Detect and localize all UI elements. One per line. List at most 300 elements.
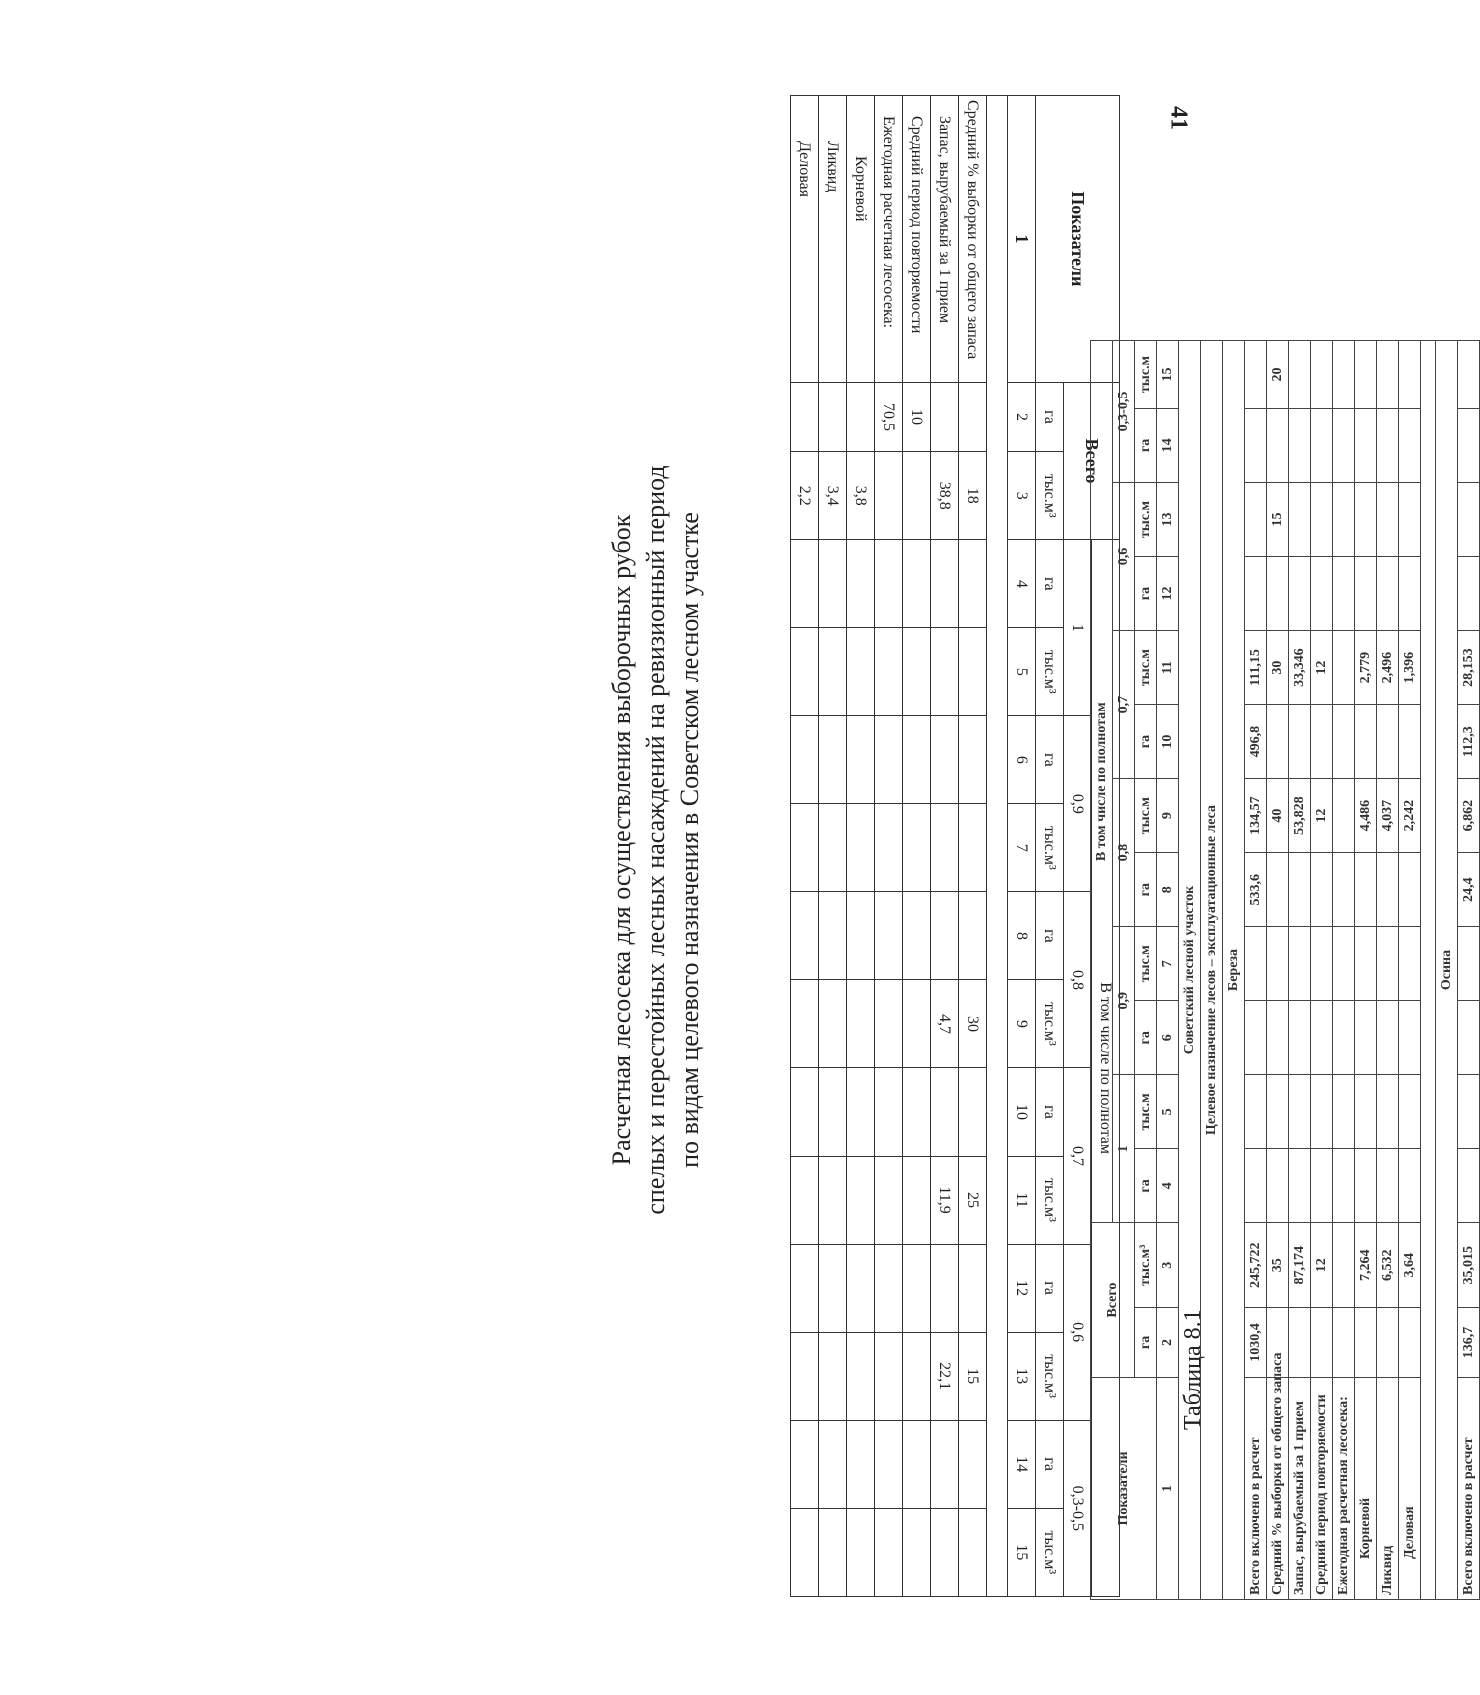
t1-row xyxy=(819,96,847,1597)
t1-cell xyxy=(791,1508,819,1596)
t2-cell: 2,779 xyxy=(1355,631,1377,705)
t2-cell: 7,264 xyxy=(1355,1223,1377,1308)
t2-unit-ha: га xyxy=(1135,1308,1157,1378)
t2-row xyxy=(1377,341,1399,1600)
t2-row-label: Ликвид xyxy=(1377,1377,1399,1599)
t2-unit-ha: га xyxy=(1135,1001,1157,1075)
t2-row-label: Корневой xyxy=(1355,1377,1377,1599)
t2-cell: 6,532 xyxy=(1377,1223,1399,1308)
t1-cell xyxy=(791,1068,819,1156)
t2-cell xyxy=(1377,1308,1399,1378)
t1-unit-ha: га xyxy=(1036,1420,1064,1508)
t1-unit-vol: тыс.м³ xyxy=(1036,628,1064,716)
t1-cell: 3,8 xyxy=(847,452,875,540)
t1-unit-vol: тыс.м³ xyxy=(1036,1156,1064,1244)
t1-cell xyxy=(847,804,875,892)
t2-col-number: 7 xyxy=(1157,927,1179,1001)
t2-row-label: Запас, вырубаемый за 1 прием xyxy=(1289,1377,1311,1599)
t1-col-number: 9 xyxy=(1008,980,1036,1068)
t2-col-number: 13 xyxy=(1157,482,1179,556)
t1-unit-ha: га xyxy=(1036,892,1064,980)
t1-cell: 18 xyxy=(959,452,987,540)
t1-cell xyxy=(959,1420,987,1508)
t1-cell: 15 xyxy=(959,1332,987,1420)
t2-cell xyxy=(1377,853,1399,927)
t2-row-label: Деловая xyxy=(1399,1377,1421,1599)
t1-row xyxy=(875,96,903,1597)
t2-cell xyxy=(1458,408,1480,482)
t2-unit-vol: тыс.м xyxy=(1135,631,1157,705)
t1-unit-vol: тыс.м³ xyxy=(1036,980,1064,1068)
t2-cell xyxy=(1289,705,1311,779)
t2-cell: 4,037 xyxy=(1377,779,1399,853)
t1-cell xyxy=(931,628,959,716)
t2-unit-ha: га xyxy=(1135,556,1157,630)
t1-cell xyxy=(903,804,931,892)
t1-cell: 11,9 xyxy=(931,1156,959,1244)
t1-col-number: 6 xyxy=(1008,716,1036,804)
t2-cell: 33,346 xyxy=(1289,631,1311,705)
t1-cell xyxy=(847,382,875,452)
t2-unit-ha: га xyxy=(1135,1149,1157,1223)
t1-cell: 10 xyxy=(903,382,931,452)
t2-cell: 134,57 xyxy=(1245,779,1267,853)
t1-cell xyxy=(875,1508,903,1596)
t1-by-density-header: В том числе по полнотам xyxy=(1092,540,1120,1597)
t2-col-number: 11 xyxy=(1157,631,1179,705)
t1-cell xyxy=(903,980,931,1068)
t2-cell xyxy=(1333,1075,1355,1149)
t2-row xyxy=(1458,341,1480,1600)
t2-cell: 12 xyxy=(1311,779,1333,853)
t1-row xyxy=(903,96,931,1597)
t2-cell: 2,496 xyxy=(1377,631,1399,705)
t2-cell xyxy=(1333,1149,1355,1223)
table-1 xyxy=(790,95,1120,1597)
t1-cell xyxy=(875,1420,903,1508)
t1-cell xyxy=(791,1244,819,1332)
t2-row-label: Всего включено в расчет xyxy=(1245,1377,1267,1599)
t1-cell xyxy=(931,540,959,628)
t2-cell xyxy=(1333,1001,1355,1075)
t1-unit-vol: тыс.м³ xyxy=(1036,804,1064,892)
t2-total-header: Всего xyxy=(1091,1223,1135,1377)
t2-cell xyxy=(1289,408,1311,482)
t2-cell xyxy=(1355,1075,1377,1149)
t2-cell: 533,6 xyxy=(1245,853,1267,927)
t2-col-number: 3 xyxy=(1157,1223,1179,1308)
t2-cell xyxy=(1267,408,1289,482)
t2-cell xyxy=(1355,1308,1377,1378)
t1-col-number: 15 xyxy=(1008,1508,1036,1596)
t2-cell xyxy=(1399,556,1421,630)
t2-cell xyxy=(1289,556,1311,630)
t2-cell xyxy=(1377,556,1399,630)
t1-cell xyxy=(791,804,819,892)
t2-cell xyxy=(1333,341,1355,409)
t2-row xyxy=(1311,341,1333,1600)
t2-row-label: Ежегодная расчетная лесосека: xyxy=(1333,1377,1355,1599)
t1-cell: 38,8 xyxy=(931,452,959,540)
t2-cell xyxy=(1399,1308,1421,1378)
t2-col-number: 4 xyxy=(1157,1149,1179,1223)
t2-cell xyxy=(1355,927,1377,1001)
t2-cell xyxy=(1245,408,1267,482)
t2-cell xyxy=(1458,556,1480,630)
t1-cell xyxy=(931,804,959,892)
caption-wrapper xyxy=(605,340,707,1340)
t2-cell xyxy=(1399,853,1421,927)
t2-cell: 35 xyxy=(1267,1223,1289,1308)
t2-section-forest: Советский лесной участок xyxy=(1179,341,1201,1600)
t2-cell xyxy=(1355,341,1377,409)
t1-cell xyxy=(903,1068,931,1156)
t2-cell: 3,64 xyxy=(1399,1223,1421,1308)
t2-cell xyxy=(1267,1075,1289,1149)
t1-cell xyxy=(875,804,903,892)
t2-cell xyxy=(1289,1001,1311,1075)
t1-cell xyxy=(903,892,931,980)
t2-cell xyxy=(1289,1075,1311,1149)
t1-cell xyxy=(875,1068,903,1156)
t2-cell xyxy=(1399,1001,1421,1075)
t1-col-number: 10 xyxy=(1008,1068,1036,1156)
t1-cell: 3,4 xyxy=(819,452,847,540)
t1-cell xyxy=(791,1420,819,1508)
t2-cell xyxy=(1333,631,1355,705)
t2-cell xyxy=(1333,556,1355,630)
t2-cell xyxy=(1399,482,1421,556)
t1-cell xyxy=(959,1068,987,1156)
t2-cell: 40 xyxy=(1267,779,1289,853)
t2-cell xyxy=(1311,1075,1333,1149)
t1-unit-ha: га xyxy=(1036,716,1064,804)
t2-species-aspen: Осина xyxy=(1436,341,1458,1600)
t2-unit-vol: тыс.м xyxy=(1135,482,1157,556)
t2-cell: 2,242 xyxy=(1399,779,1421,853)
t1-cell xyxy=(791,980,819,1068)
t2-section-purpose: Целевое назначение лесов – эксплуатационные леса xyxy=(1201,341,1223,1600)
t2-cell xyxy=(1355,556,1377,630)
t1-cell xyxy=(903,1508,931,1596)
t2-unit-ha: га xyxy=(1135,705,1157,779)
t1-cell xyxy=(875,628,903,716)
t1-unit-ha: га xyxy=(1036,382,1064,452)
t1-col-number: 4 xyxy=(1008,540,1036,628)
t1-row-label: Деловая xyxy=(791,96,819,383)
t1-col-number: 14 xyxy=(1008,1420,1036,1508)
t2-cell xyxy=(1458,1149,1480,1223)
t2-row xyxy=(1245,341,1267,1600)
t2-cell: 496,8 xyxy=(1245,705,1267,779)
t2-cell xyxy=(1333,705,1355,779)
caption-line-1: Расчетная лесосека для осуществления выборочных рубок xyxy=(607,514,636,1166)
t2-cell xyxy=(1289,1308,1311,1378)
t1-group-header: 0,7 xyxy=(1064,1068,1092,1244)
t2-cell xyxy=(1458,927,1480,1001)
t1-col-number: 11 xyxy=(1008,1156,1036,1244)
t2-group-header: 0,8 xyxy=(1113,779,1135,927)
t2-cell xyxy=(1289,853,1311,927)
t2-cell xyxy=(1333,482,1355,556)
page-number: 41 xyxy=(1165,106,1192,130)
t1-row-label: Ликвид xyxy=(819,96,847,383)
t1-cell xyxy=(819,1244,847,1332)
t1-unit-ha: га xyxy=(1036,1244,1064,1332)
t1-cell xyxy=(819,1420,847,1508)
t1-cell xyxy=(819,1068,847,1156)
t1-row-label: Запас, вырубаемый за 1 прием xyxy=(931,96,959,383)
t1-row xyxy=(931,96,959,1597)
t2-col-number: 8 xyxy=(1157,853,1179,927)
t2-cell xyxy=(1399,341,1421,409)
t2-cell: 6,862 xyxy=(1458,779,1480,853)
t2-cell xyxy=(1245,1075,1267,1149)
t2-cell xyxy=(1377,482,1399,556)
t1-group-header: 0,9 xyxy=(1064,716,1092,892)
t1-cell xyxy=(791,1332,819,1420)
t2-cell xyxy=(1377,1149,1399,1223)
t1-unit-vol: тыс.м³ xyxy=(1036,1508,1064,1596)
t2-cell xyxy=(1245,341,1267,409)
t2-cell xyxy=(1267,705,1289,779)
t1-cell xyxy=(791,892,819,980)
table-label: Таблица 8.1 xyxy=(1180,1309,1206,1430)
t2-row xyxy=(1267,341,1289,1600)
t2-row xyxy=(1289,341,1311,1600)
t1-row-label: Средний период повторяемости xyxy=(903,96,931,383)
t1-cell xyxy=(903,452,931,540)
t2-cell xyxy=(1245,1001,1267,1075)
t1-unit-ha: га xyxy=(1036,540,1064,628)
t1-cell xyxy=(903,628,931,716)
t2-by-density-header: В том числе по полнотам xyxy=(1091,341,1113,1223)
t1-indicator-header: Показатели xyxy=(1036,96,1120,383)
t1-cell: 4,7 xyxy=(931,980,959,1068)
table-2 xyxy=(1090,340,1480,1600)
t2-aspen-body xyxy=(1458,341,1480,1600)
t2-cell: 12 xyxy=(1311,631,1333,705)
t2-cell xyxy=(1311,1308,1333,1378)
t2-col-number: 15 xyxy=(1157,341,1179,409)
t1-cell xyxy=(931,1508,959,1596)
t1-group-header: 0,8 xyxy=(1064,892,1092,1068)
t2-cell xyxy=(1245,556,1267,630)
t2-group-header: 0,6 xyxy=(1113,482,1135,630)
t2-cell: 4,486 xyxy=(1355,779,1377,853)
t1-spacer-row xyxy=(987,96,1008,1597)
t1-col-number: 3 xyxy=(1008,452,1036,540)
t1-cell xyxy=(875,980,903,1068)
t1-cell xyxy=(903,1332,931,1420)
t2-group-header: 1 xyxy=(1113,1075,1135,1223)
t1-cell xyxy=(847,980,875,1068)
t1-body xyxy=(791,96,987,1597)
t2-row xyxy=(1333,341,1355,1600)
t2-cell xyxy=(1311,556,1333,630)
t2-cell: 245,722 xyxy=(1245,1223,1267,1308)
t1-group-header: 0,6 xyxy=(1064,1244,1092,1420)
t1-cell xyxy=(819,892,847,980)
t1-cell xyxy=(847,1332,875,1420)
t1-col-number: 7 xyxy=(1008,804,1036,892)
t2-group-header: 0,9 xyxy=(1113,927,1135,1075)
t1-cell xyxy=(931,1420,959,1508)
t1-cell xyxy=(931,1244,959,1332)
t2-cell xyxy=(1355,853,1377,927)
t2-cell xyxy=(1399,408,1421,482)
t2-unit-ha: га xyxy=(1135,408,1157,482)
t2-cell xyxy=(1377,341,1399,409)
t2-cell xyxy=(1311,853,1333,927)
t2-cell: 53,828 xyxy=(1289,779,1311,853)
t2-cell xyxy=(1377,1075,1399,1149)
t1-cell: 70,5 xyxy=(875,382,903,452)
t2-cell xyxy=(1311,1149,1333,1223)
t1-cell xyxy=(847,540,875,628)
t1-col-number: 13 xyxy=(1008,1332,1036,1420)
t2-row-label: Средний период повторяемости xyxy=(1311,1377,1333,1599)
t1-cell xyxy=(819,980,847,1068)
t1-col-number: 8 xyxy=(1008,892,1036,980)
t1-cell xyxy=(847,1068,875,1156)
t2-cell xyxy=(1245,1149,1267,1223)
t1-cell xyxy=(819,1508,847,1596)
t2-cell xyxy=(1289,1149,1311,1223)
t1-unit-ha: га xyxy=(1036,1068,1064,1156)
t2-group-header: 0,3-0,5 xyxy=(1113,341,1135,483)
t2-cell: 30 xyxy=(1267,631,1289,705)
t1-cell xyxy=(847,1420,875,1508)
t1-cell xyxy=(875,1332,903,1420)
t1-col-number: 12 xyxy=(1008,1244,1036,1332)
table-caption xyxy=(605,340,707,1340)
t2-cell xyxy=(1267,1001,1289,1075)
t1-cell xyxy=(903,1156,931,1244)
t2-cell xyxy=(1289,341,1311,409)
t2-cell: 24,4 xyxy=(1458,853,1480,927)
t1-cell xyxy=(931,1068,959,1156)
t2-col-number: 1 xyxy=(1157,1377,1179,1599)
t2-cell xyxy=(1399,927,1421,1001)
t1-col-number: 5 xyxy=(1008,628,1036,716)
t2-cell xyxy=(1333,1308,1355,1378)
t1-cell xyxy=(819,382,847,452)
t1-cell xyxy=(847,1244,875,1332)
t2-col-number: 10 xyxy=(1157,705,1179,779)
t1-col-number: 1 xyxy=(1008,96,1036,383)
t1-cell xyxy=(959,804,987,892)
t2-cell xyxy=(1267,556,1289,630)
t2-row xyxy=(1355,341,1377,1600)
t2-cell xyxy=(1399,1075,1421,1149)
t1-cell xyxy=(847,716,875,804)
t2-cell xyxy=(1311,1001,1333,1075)
t1-cell xyxy=(847,892,875,980)
t2-cell xyxy=(1333,853,1355,927)
t1-cell xyxy=(791,628,819,716)
t2-row xyxy=(1399,341,1421,1600)
t2-row-label: Средний % выборки от общего запаса xyxy=(1267,1377,1289,1599)
t1-cell: 22,1 xyxy=(931,1332,959,1420)
t2-cell xyxy=(1311,482,1333,556)
caption-line-3: по видам целевого назначения в Советском лесном участке xyxy=(675,512,704,1168)
t1-cell xyxy=(875,540,903,628)
t1-cell xyxy=(959,716,987,804)
t2-cell xyxy=(1355,1149,1377,1223)
t1-cell xyxy=(959,892,987,980)
t2-cell: 1,396 xyxy=(1399,631,1421,705)
t2-cell xyxy=(1458,1001,1480,1075)
t1-row-label: Ежегодная расчетная лесосека: xyxy=(875,96,903,383)
t1-cell xyxy=(903,1420,931,1508)
t1-row xyxy=(791,96,819,1597)
t2-cell xyxy=(1289,927,1311,1001)
t2-cell xyxy=(1355,705,1377,779)
t1-cell xyxy=(847,628,875,716)
t2-unit-vol: тыс.м xyxy=(1135,1075,1157,1149)
t2-cell xyxy=(1267,927,1289,1001)
t1-row-label: Корневой xyxy=(847,96,875,383)
t1-cell xyxy=(819,540,847,628)
t1-cell xyxy=(903,540,931,628)
t1-row xyxy=(847,96,875,1597)
t2-cell xyxy=(1311,705,1333,779)
t2-col-number: 5 xyxy=(1157,1075,1179,1149)
t1-cell xyxy=(931,382,959,452)
t2-cell: 12 xyxy=(1311,1223,1333,1308)
t1-unit-vol: тыс.м³ xyxy=(1036,452,1064,540)
t2-cell xyxy=(1458,1075,1480,1149)
t1-cell: 30 xyxy=(959,980,987,1068)
t2-species-birch: Береза xyxy=(1223,341,1245,1600)
t2-cell xyxy=(1399,1149,1421,1223)
t1-unit-vol: тыс.м³ xyxy=(1036,1332,1064,1420)
t1-cell xyxy=(819,628,847,716)
t1-cell: 25 xyxy=(959,1156,987,1244)
t2-col-number: 2 xyxy=(1157,1308,1179,1378)
t2-cell: 87,174 xyxy=(1289,1223,1311,1308)
t2-cell xyxy=(1311,341,1333,409)
t2-row-label: Всего включено в расчет xyxy=(1458,1377,1480,1599)
t1-cell: 2,2 xyxy=(791,452,819,540)
t2-unit-vol: тыс.м xyxy=(1135,927,1157,1001)
t2-cell: 1030,4 xyxy=(1245,1308,1267,1378)
t2-cell xyxy=(1355,408,1377,482)
t1-cell xyxy=(875,1156,903,1244)
t2-indicator-header: Показатели xyxy=(1091,1377,1157,1599)
t2-cell xyxy=(1267,1149,1289,1223)
t2-cell xyxy=(1458,341,1480,409)
t2-group-header: 0,7 xyxy=(1113,631,1135,779)
t2-cell xyxy=(1245,927,1267,1001)
t1-cell xyxy=(903,1244,931,1332)
t1-cell xyxy=(959,1508,987,1596)
caption-line-2: спелых и перестойных лесных насаждений на ревизионный период xyxy=(641,465,670,1215)
t2-birch-body xyxy=(1245,341,1421,1600)
t1-cell xyxy=(819,1156,847,1244)
t2-cell: 35,015 xyxy=(1458,1223,1480,1308)
t1-cell xyxy=(875,452,903,540)
t2-col-number: 12 xyxy=(1157,556,1179,630)
t1-total-header: Всего xyxy=(1064,382,1120,540)
t2-cell: 15 xyxy=(1267,482,1289,556)
t1-row-label: Средний % выборки от общего запаса xyxy=(959,96,987,383)
t1-cell xyxy=(791,540,819,628)
t2-cell: 136,7 xyxy=(1458,1308,1480,1378)
t2-cell xyxy=(1355,1001,1377,1075)
t2-col-number: 6 xyxy=(1157,1001,1179,1075)
